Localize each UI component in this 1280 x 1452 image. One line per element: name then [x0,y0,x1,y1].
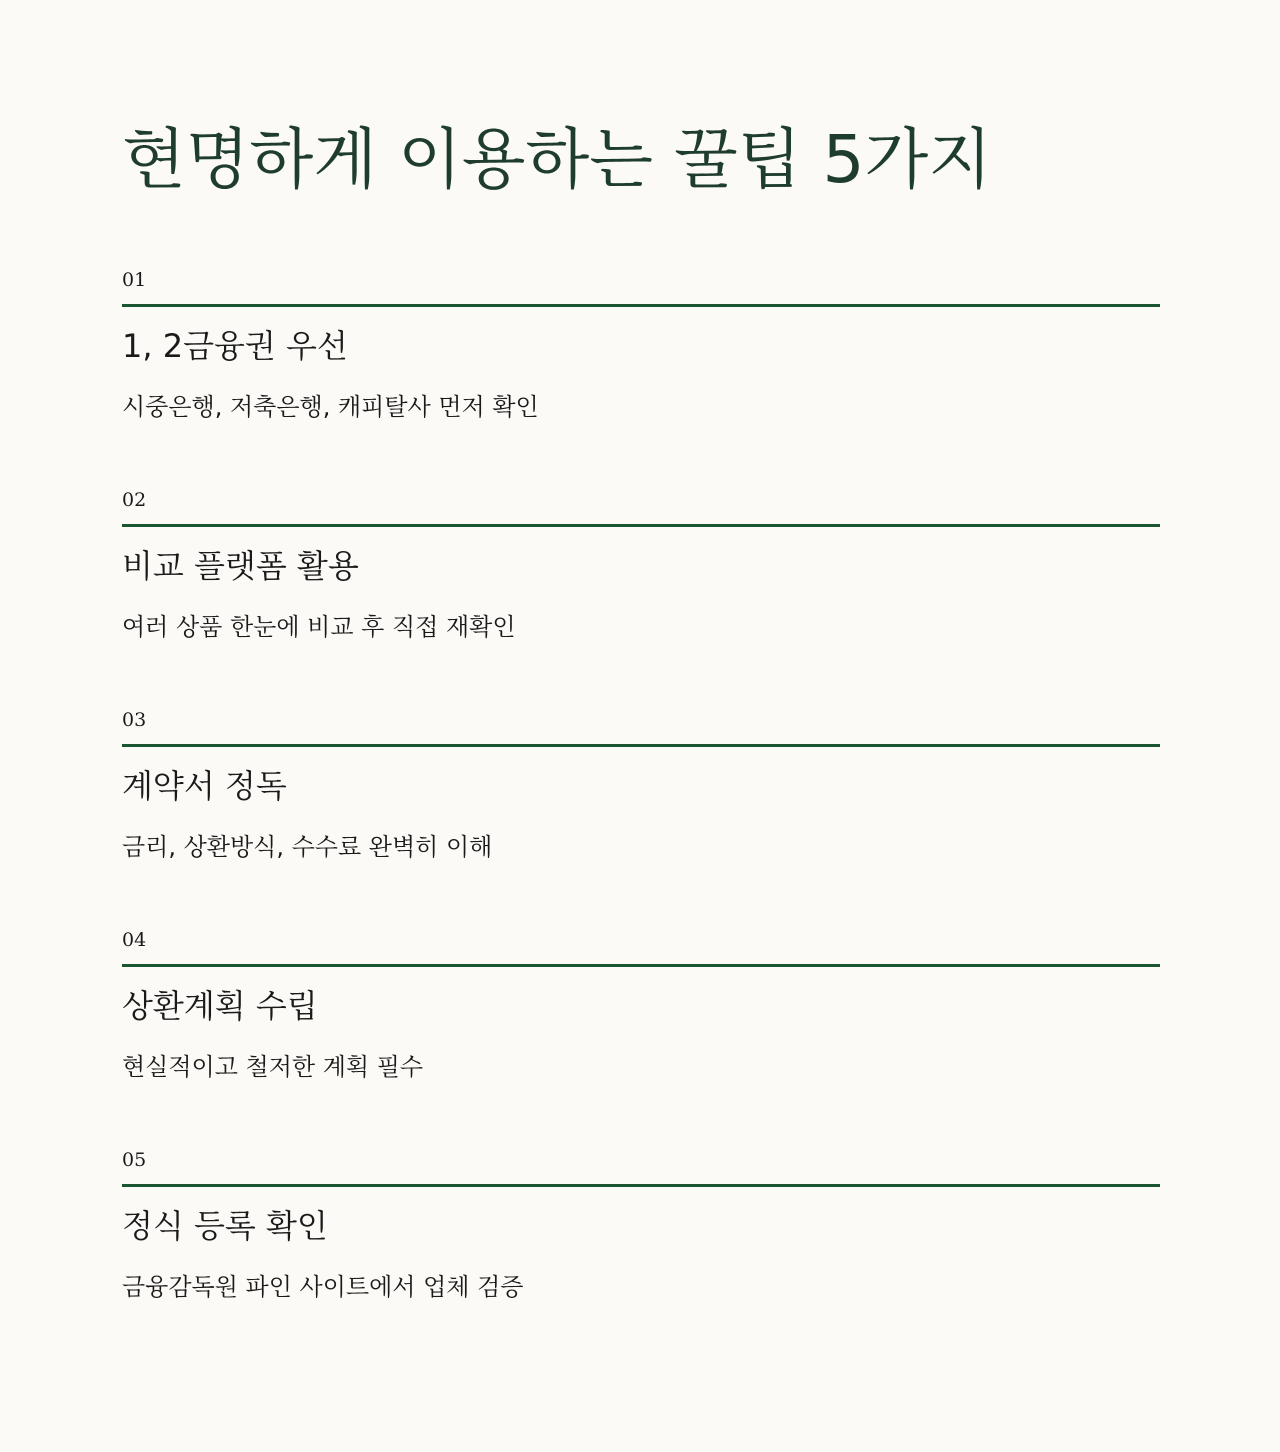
tip-number: 04 [122,929,147,951]
tip-heading: 상환계획 수립 [122,987,318,1025]
tip-number: 05 [122,1149,147,1171]
tip-divider [122,964,1160,967]
tip-divider [122,1184,1160,1187]
tip-number: 01 [122,269,147,291]
tip-heading: 비교 플랫폼 활용 [122,547,359,585]
tip-heading: 1, 2금융권 우선 [122,327,348,365]
tip-heading: 계약서 정독 [122,767,287,805]
tip-divider [122,744,1160,747]
tip-description: 금융감독원 파인 사이트에서 업체 검증 [122,1273,524,1301]
tip-description: 금리, 상환방식, 수수료 완벽히 이해 [122,833,493,861]
page-title: 현명하게 이용하는 꿀팁 5가지 [122,121,993,198]
tip-description: 여러 상품 한눈에 비교 후 직접 재확인 [122,613,516,641]
tip-heading: 정식 등록 확인 [122,1207,328,1245]
tip-divider [122,304,1160,307]
tip-divider [122,524,1160,527]
tip-number: 02 [122,489,147,511]
tip-description: 현실적이고 철저한 계획 필수 [122,1053,424,1081]
tip-description: 시중은행, 저축은행, 캐피탈사 먼저 확인 [122,393,539,421]
tip-number: 03 [122,709,147,731]
